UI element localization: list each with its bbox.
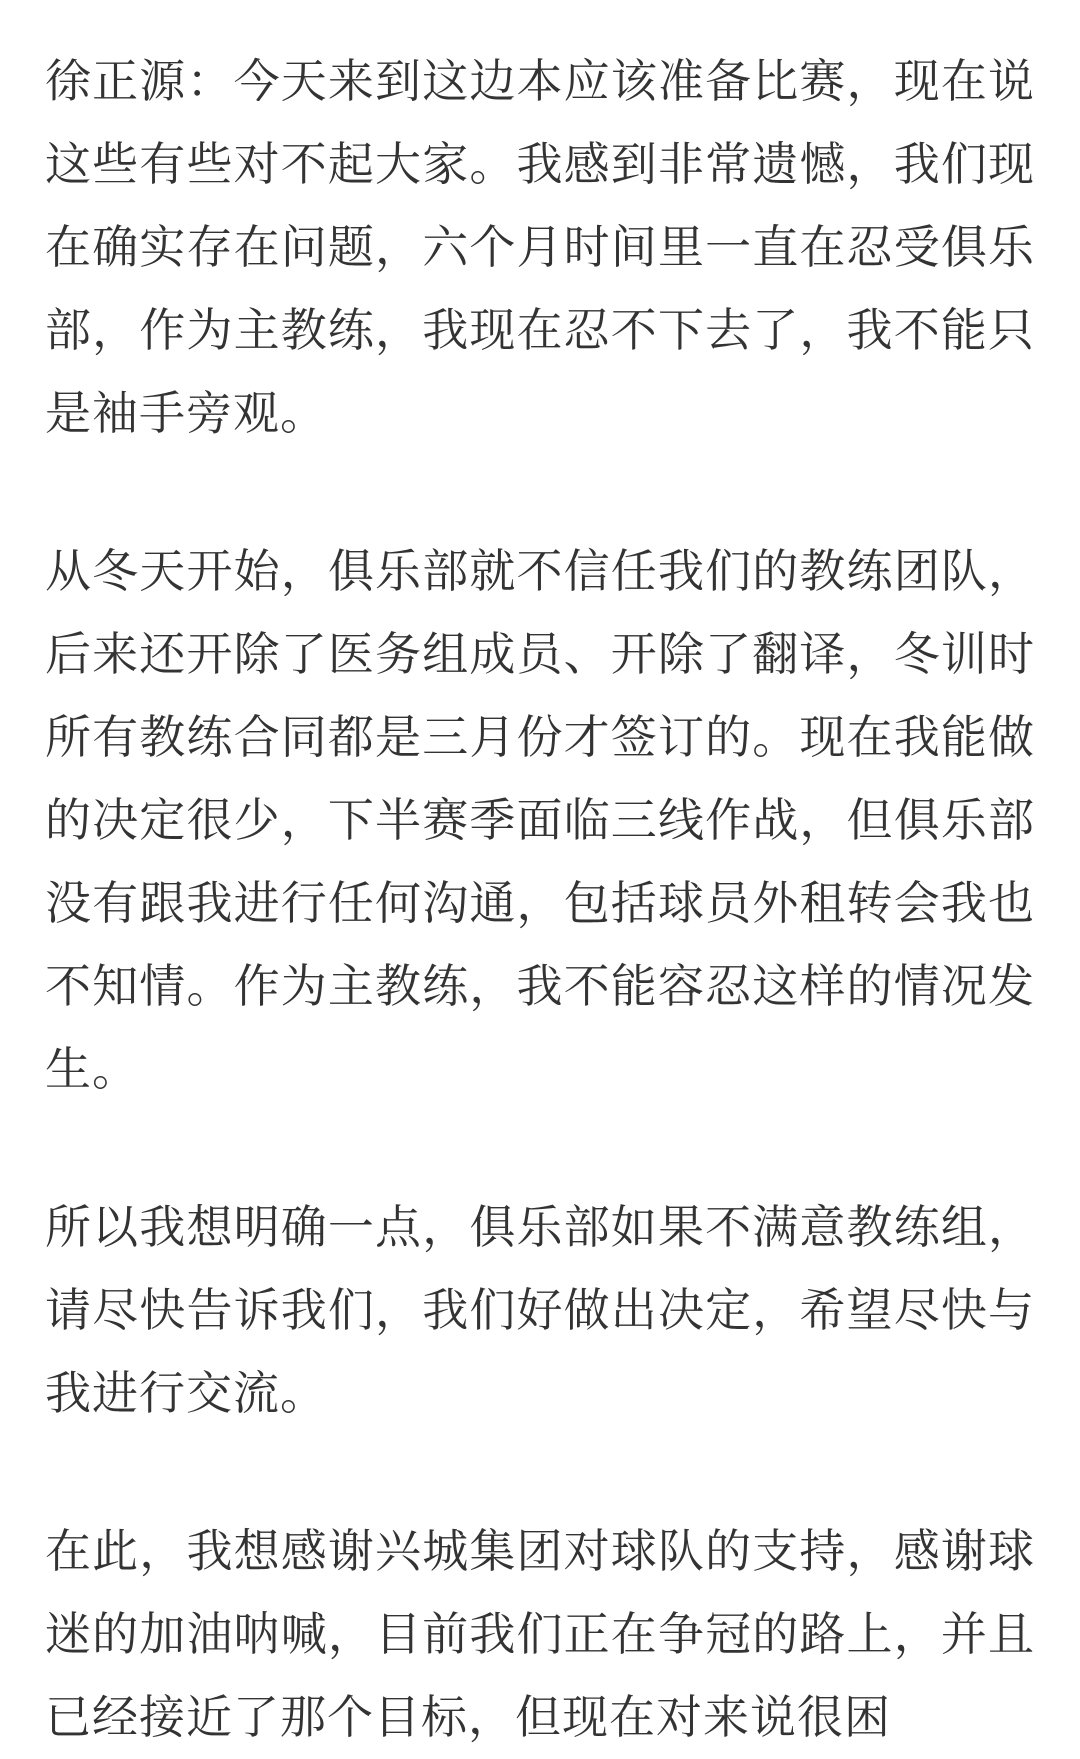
article-body — [45, 40, 1035, 1759]
paragraph-coach-statement: 徐正源：今天来到这边本应该准备比赛，现在说这些有些对不起大家。我感到非常遗憾，我们现在确实存在问题，六个月时间里一直在忍受俱乐部，作为主教练，我现在忍不下去了，我不能只是袖手旁观。 — [45, 54, 1035, 440]
paragraph-request-communication: 所以我想明确一点，俱乐部如果不满意教练组，请尽快告诉我们，我们好做出决定，希望尽快与我进行交流。 — [45, 1200, 1035, 1420]
paragraph-club-distrust: 从冬天开始，俱乐部就不信任我们的教练团队，后来还开除了医务组成员、开除了翻译，冬训时所有教练合同都是三月份才签订的。现在我能做的决定很少，下半赛季面临三线作战，但俱乐部没有跟我进行任何沟通，包括球员外租转会我也不知情。作为主教练，我不能容忍这样的情况发生。 — [45, 544, 1035, 1096]
paragraph-thanks: 在此，我想感谢兴城集团对球队的支持，感谢球迷的加油呐喊，目前我们正在争冠的路上，并且已经接近了那个目标，但现在对来说很困 — [45, 1524, 1035, 1744]
